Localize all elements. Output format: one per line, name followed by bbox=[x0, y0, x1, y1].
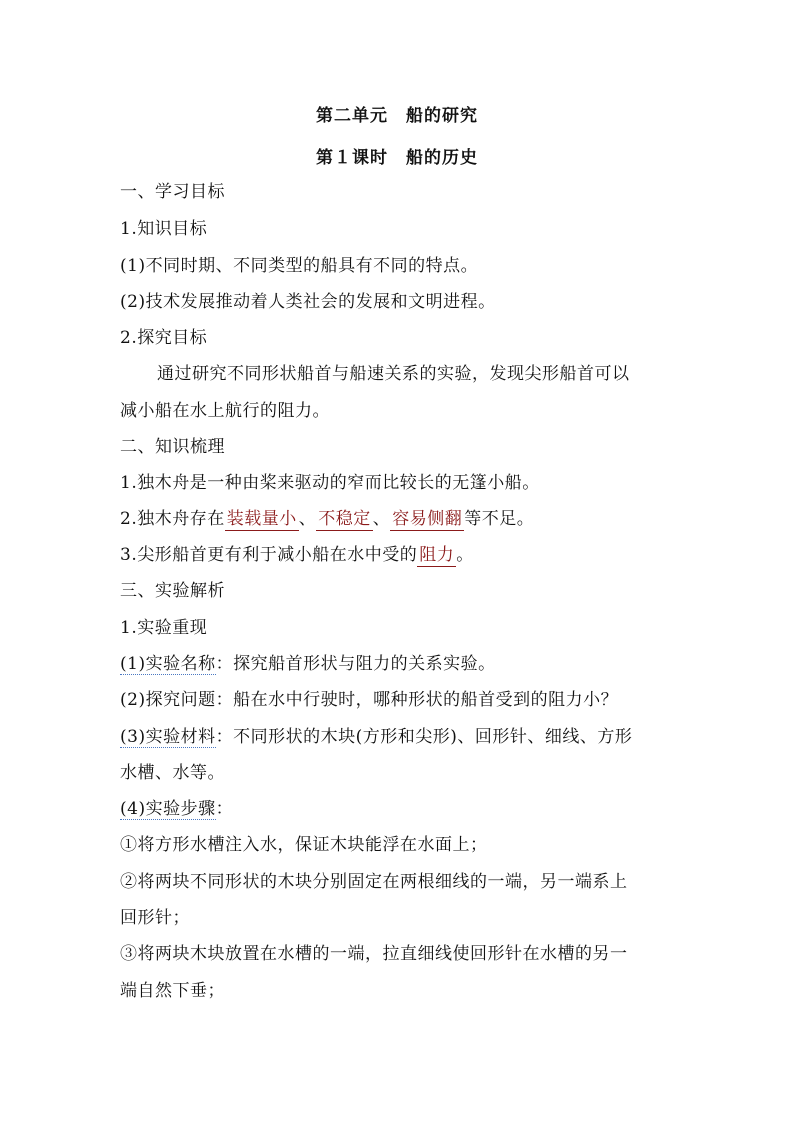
answer-low-capacity: 装载量小 bbox=[226, 509, 297, 529]
experiment-step-2-line-2: 回形针； bbox=[120, 908, 190, 928]
lesson-title: 第１课时 船的历史 bbox=[316, 148, 478, 168]
experiment-step-1: ①将方形水槽注入水，保证木块能浮在水面上； bbox=[120, 835, 488, 855]
experiment-materials-text: ：不同形状的木块(方形和尖形)、回形针、细线、方形 bbox=[215, 727, 633, 747]
experiment-subheading: 1.实验重现 bbox=[120, 618, 208, 638]
experiment-steps-label: (4)实验步骤 bbox=[120, 799, 216, 819]
separator: 、 bbox=[298, 509, 317, 529]
experiment-name-label: (1)实验名称 bbox=[120, 654, 216, 674]
point-3-suffix: 。 bbox=[456, 545, 474, 565]
answer-capsizes-easily: 容易侧翻 bbox=[392, 509, 463, 529]
experiment-steps-colon: ： bbox=[215, 799, 234, 819]
section-heading-experiment: 三、实验解析 bbox=[120, 581, 225, 601]
knowledge-point-3 bbox=[120, 544, 474, 566]
separator: 、 bbox=[372, 509, 391, 529]
experiment-steps-heading bbox=[120, 798, 233, 820]
knowledge-point-2 bbox=[120, 508, 534, 530]
point-3-prefix: 3.尖形船首更有利于减小船在水中受的 bbox=[120, 545, 418, 565]
knowledge-point-1: 1.独木舟是一种由桨来驱动的窄而比较长的无篷小船。 bbox=[120, 473, 540, 493]
experiment-name bbox=[120, 653, 496, 675]
section-heading-knowledge: 二、知识梳理 bbox=[120, 437, 225, 457]
knowledge-objective-1: (1)不同时期、不同类型的船具有不同的特点。 bbox=[120, 256, 479, 276]
answer-resistance: 阻力 bbox=[419, 545, 455, 565]
experiment-materials-cont: 水槽、水等。 bbox=[120, 763, 225, 783]
experiment-step-3-line-2: 端自然下垂； bbox=[120, 981, 225, 1001]
experiment-step-2-line-1: ②将两块不同形状的木块分别固定在两根细线的一端，另一端系上 bbox=[120, 872, 628, 892]
point-2-suffix: 等不足。 bbox=[464, 509, 535, 529]
experiment-question-label: (2)探究问题 bbox=[120, 690, 216, 710]
answer-unstable: 不稳定 bbox=[318, 509, 371, 529]
experiment-materials bbox=[120, 726, 632, 748]
knowledge-objective-heading: 1.知识目标 bbox=[120, 219, 208, 239]
unit-title: 第二单元 船的研究 bbox=[316, 106, 478, 126]
experiment-step-3-line-1: ③将两块木块放置在水槽的一端，拉直细线使回形针在水槽的另一 bbox=[120, 944, 628, 964]
experiment-question bbox=[120, 689, 618, 711]
experiment-question-text: ：船在水中行驶时，哪种形状的船首受到的阻力小？ bbox=[215, 690, 619, 710]
inquiry-objective-line-2: 减小船在水上航行的阻力。 bbox=[120, 401, 330, 421]
knowledge-objective-2: (2)技术发展推动着人类社会的发展和文明进程。 bbox=[120, 292, 496, 312]
inquiry-objective-line-1: 通过研究不同形状船首与船速关系的实验，发现尖形船首可以 bbox=[157, 364, 630, 384]
experiment-materials-label: (3)实验材料 bbox=[120, 727, 216, 747]
inquiry-objective-heading: 2.探究目标 bbox=[120, 328, 208, 348]
experiment-name-text: ：探究船首形状与阻力的关系实验。 bbox=[215, 654, 496, 674]
section-heading-objectives: 一、学习目标 bbox=[120, 182, 225, 202]
point-2-prefix: 2.独木舟存在 bbox=[120, 509, 225, 529]
